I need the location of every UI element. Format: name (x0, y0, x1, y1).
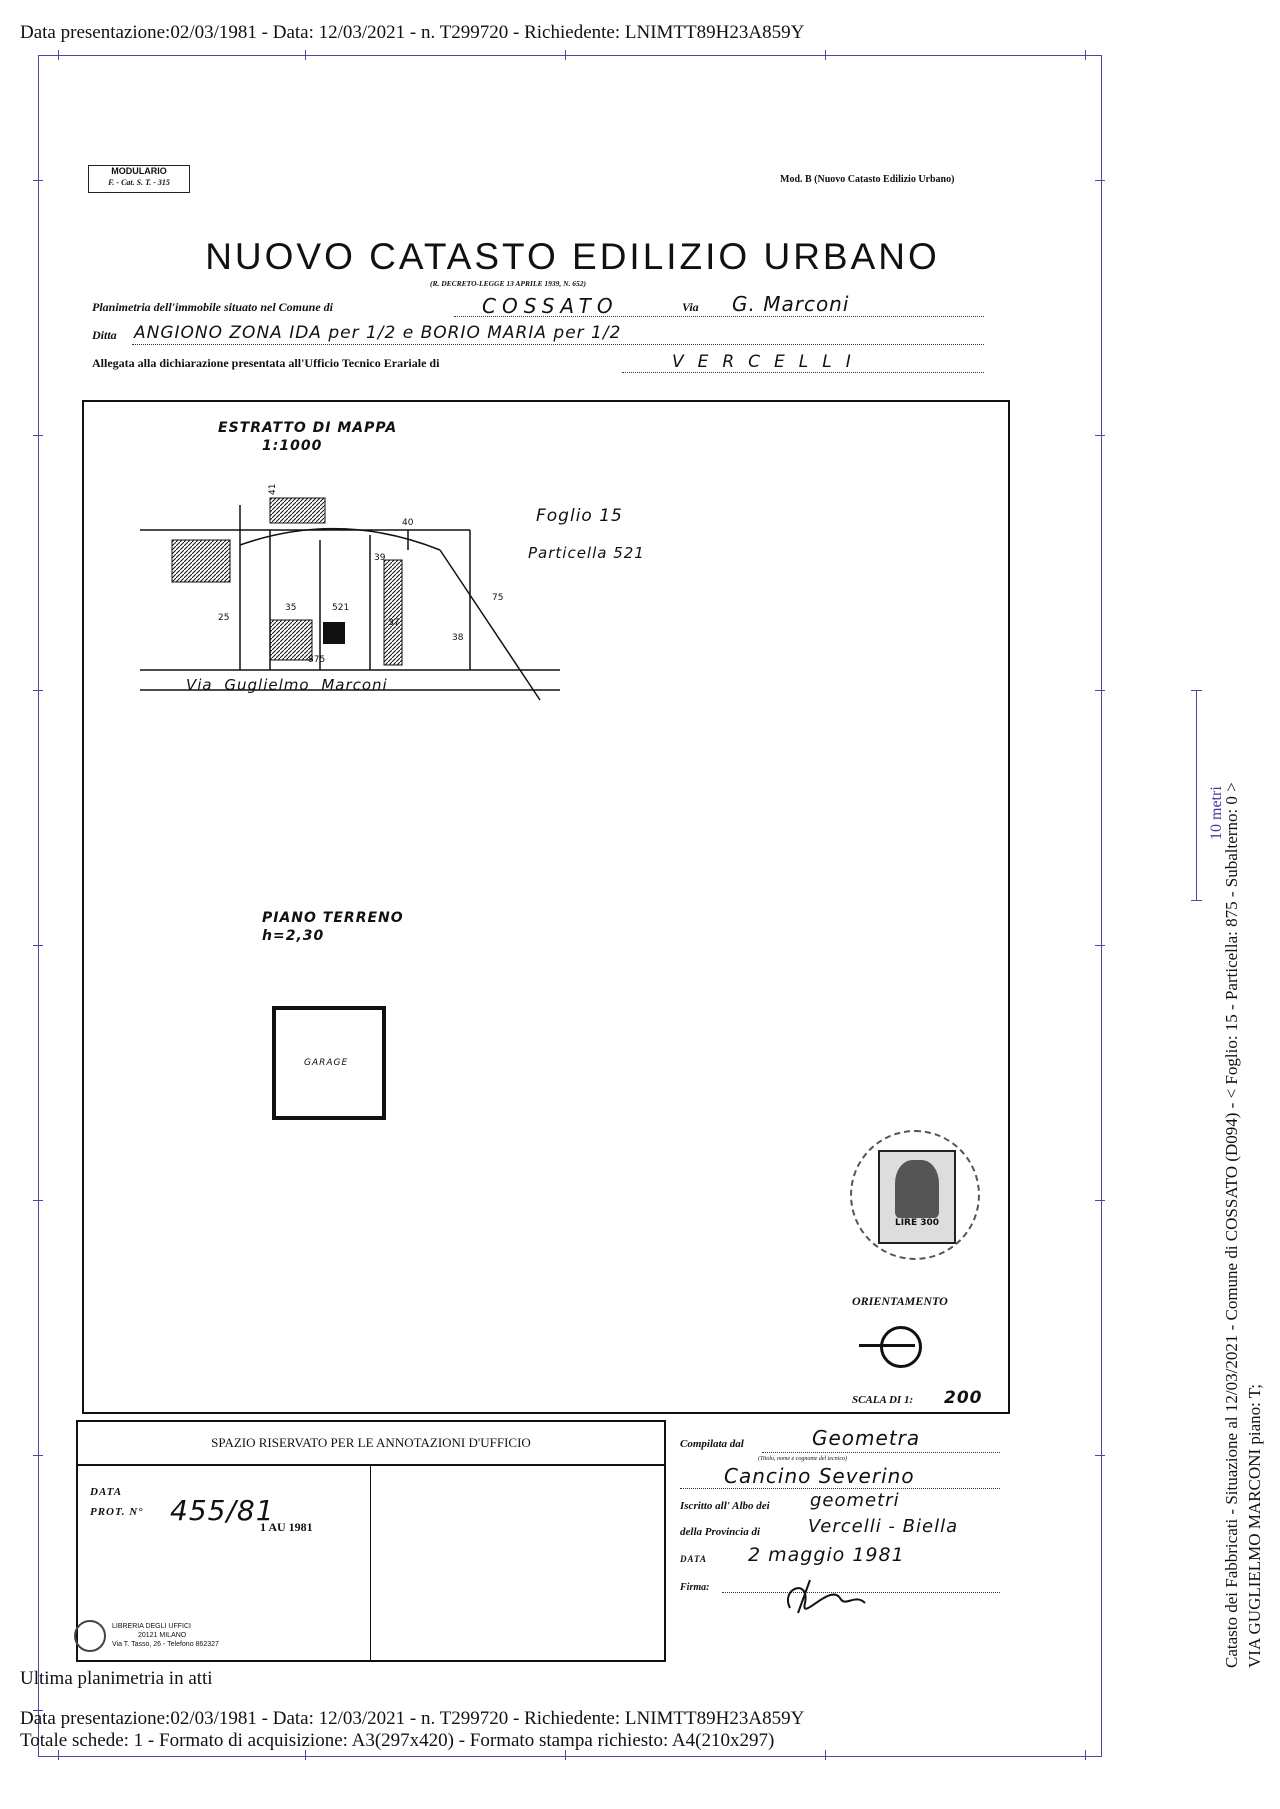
ditta-value: ANGIONO ZONA IDA per 1/2 e BORIO MARIA per 1/2 (134, 323, 622, 343)
printer-addr: Via T. Tasso, 26 - Telefono 862327 (112, 1641, 219, 1648)
scale-value: 200 (944, 1388, 983, 1408)
map-num-40: 40 (402, 518, 414, 528)
tit-note: (Titolo, nome e cognome del tecnico) (758, 1456, 847, 1462)
garage-room (272, 1006, 386, 1120)
scale-bar (1196, 690, 1197, 900)
particella-label: Particella 521 (528, 544, 645, 562)
via-label: Via (682, 300, 699, 314)
printer-name: LIBRERIA DEGLI UFFICI (112, 1623, 191, 1630)
printer-info (112, 1622, 219, 1649)
map-num-75: 75 (492, 593, 504, 603)
printer-city: 20121 MILANO (138, 1632, 187, 1639)
footer-line1: Data presentazione:02/03/1981 - Data: 12/03/2021 - n. T299720 - Richiedente: LNIMTT89H23A859Y (20, 1708, 805, 1729)
modulario-label: MODULARIO (111, 166, 167, 176)
floor-height: h=2,30 (262, 928, 325, 944)
prot-date: 1 AU 1981 (260, 1520, 313, 1534)
albo-value: geometri (810, 1490, 900, 1511)
scale-prefix: SCALA DI 1: (852, 1394, 914, 1406)
prot-value: 455/81 (170, 1494, 275, 1527)
orientation-label: ORIENTAMENTO (852, 1294, 948, 1308)
map-title: ESTRATTO DI MAPPA (218, 420, 398, 436)
header-line: Data presentazione:02/03/1981 - Data: 12/03/2021 - n. T299720 - Richiedente: LNIMTT89H23A859Y (20, 22, 805, 43)
stamp-value: LIRE 300 (894, 1218, 940, 1228)
printer-logo-icon (74, 1620, 106, 1652)
albo-label: Iscritto all' Albo dei (680, 1500, 770, 1512)
compilata-label: Compilata dal (680, 1438, 744, 1450)
map-num-35: 35 (285, 603, 297, 613)
via-value: G. Marconi (732, 292, 850, 316)
modulario-sub: F. - Cat. S. T. - 315 (108, 178, 170, 187)
footer-line2: Totale schede: 1 - Formato di acquisizione: A3(297x420) - Formato stampa richiesto: A4(210x297) (20, 1730, 775, 1751)
office-reserved-label: SPAZIO RISERVATO PER LE ANNOTAZIONI D'UFFICIO (78, 1422, 664, 1466)
map-num-39: 39 (374, 553, 386, 563)
compilata-value: Geometra (812, 1426, 921, 1450)
office-prot-label: PROT. N° (90, 1506, 144, 1518)
compiler-data-label: DATA (680, 1554, 708, 1564)
map-num-875: 875 (308, 655, 326, 665)
page-title: NUOVO CATASTO EDILIZIO URBANO (205, 236, 940, 277)
map-num-521: 521 (332, 603, 350, 613)
firma-label: Firma: (680, 1582, 710, 1593)
compiler-data-value: 2 maggio 1981 (748, 1544, 905, 1566)
ufficio-value: VERCELLI (672, 352, 865, 372)
garage-label: GARAGE (304, 1058, 349, 1068)
map-num-41: 41 (268, 483, 278, 495)
foglio-label: Foglio 15 (536, 506, 623, 526)
side-text-line1: Catasto dei Fabbricati - Situazione al 12/03/2021 - Comune di COSSATO (D094) - < Foglio: 15 - Particella: 875 - Subalterno: 0 > (1222, 782, 1241, 1668)
street-label: Via Guglielmo Marconi (186, 676, 388, 694)
name-value: Cancino Severino (724, 1464, 915, 1488)
map-scale: 1:1000 (262, 438, 323, 454)
office-data-label: DATA (90, 1486, 123, 1498)
floor-title: PIANO TERRENO (262, 910, 404, 926)
prov-label: della Provincia di (680, 1526, 761, 1538)
ufficio-label: Allegata alla dichiarazione presentata all'Ufficio Tecnico Erariale di (92, 356, 440, 370)
map-num-37: 37 (388, 618, 400, 628)
signature-image (770, 1568, 880, 1628)
modulario-box (88, 165, 190, 193)
mod-b-label: Mod. B (Nuovo Catasto Edilizio Urbano) (780, 174, 955, 185)
comune-label: Planimetria dell'immobile situato nel Comune di (92, 300, 334, 314)
compass-icon (880, 1326, 922, 1368)
form-row-ditta (92, 323, 984, 346)
footer-note: Ultima planimetria in atti (20, 1668, 213, 1689)
comune-value: COSSATO (482, 294, 619, 318)
decree-ref: (R. DECRETO-LEGGE 13 APRILE 1939, N. 652) (430, 279, 587, 288)
prov-value: Vercelli - Biella (808, 1516, 959, 1537)
form-row-comune (92, 292, 984, 318)
side-text-line2: VIA GUGLIELMO MARCONI piano: T; (1245, 1384, 1264, 1668)
ditta-label: Ditta (92, 328, 117, 342)
revenue-stamp (850, 1130, 980, 1260)
map-num-25: 25 (218, 613, 230, 623)
scale-label: 10 metri (1208, 786, 1225, 840)
form-row-ufficio (92, 354, 984, 374)
map-num-38: 38 (452, 633, 464, 643)
